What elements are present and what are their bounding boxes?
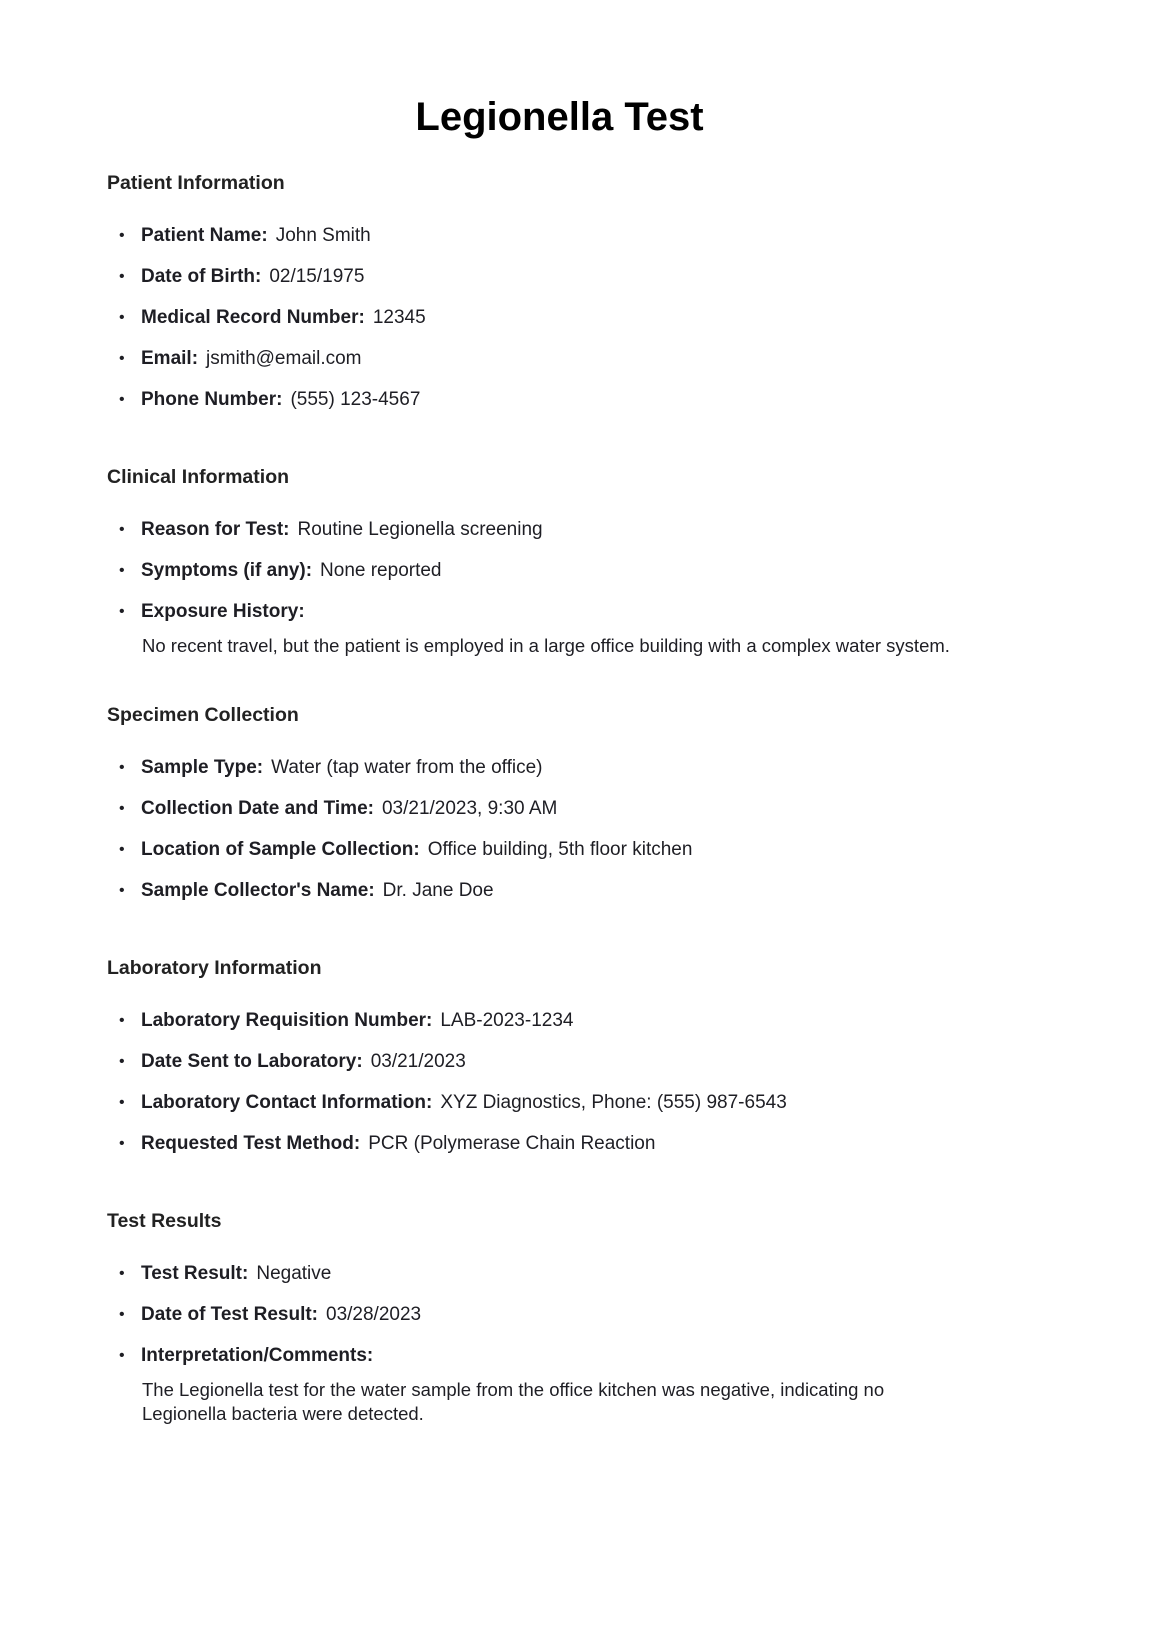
section-heading: Test Results (107, 1210, 222, 1232)
field-item (107, 829, 1117, 870)
section-patient-information (107, 171, 1117, 420)
field-value: 12345 (372, 307, 426, 328)
field-label: Medical Record Number: (141, 307, 365, 328)
field-value: 03/21/2023 (370, 1051, 466, 1072)
field-label: Requested Test Method: (141, 1133, 361, 1154)
field-value: PCR (Polymerase Chain Reaction (368, 1133, 656, 1154)
field-label: Exposure History: (141, 601, 305, 622)
field-list (107, 509, 1117, 632)
section-heading: Patient Information (107, 172, 285, 194)
field-value: LAB-2023-1234 (440, 1010, 574, 1031)
field-item (107, 591, 1117, 632)
field-value: jsmith@email.com (206, 348, 362, 369)
bullet-icon: • (119, 759, 125, 776)
field-value: XYZ Diagnostics, Phone: (555) 987-6543 (440, 1092, 787, 1113)
field-label: Laboratory Requisition Number: (141, 1010, 433, 1031)
field-value: Negative (256, 1263, 332, 1284)
field-value: John Smith (275, 225, 371, 246)
section-heading: Clinical Information (107, 466, 290, 488)
field-paragraph: No recent travel, but the patient is employed in a large office building with a complex water system. (142, 635, 950, 656)
bullet-icon: • (119, 562, 125, 579)
bullet-icon: • (119, 882, 125, 899)
field-label: Laboratory Contact Information: (141, 1092, 433, 1113)
field-label: Date of Test Result: (141, 1304, 319, 1325)
field-label: Email: (141, 348, 199, 369)
section-specimen-collection (107, 703, 1117, 911)
field-value: 03/21/2023, 9:30 AM (381, 798, 558, 819)
bullet-icon: • (119, 1094, 125, 1111)
section-heading: Specimen Collection (107, 704, 299, 726)
field-value: 02/15/1975 (269, 266, 365, 287)
field-item (107, 1082, 1117, 1123)
bullet-icon: • (119, 841, 125, 858)
field-item (107, 256, 1117, 297)
bullet-icon: • (119, 1347, 125, 1364)
field-list (107, 1253, 1117, 1376)
field-value: Water (tap water from the office) (271, 757, 543, 778)
field-label: Collection Date and Time: (141, 798, 374, 819)
bullet-icon: • (119, 309, 125, 326)
bullet-icon: • (119, 391, 125, 408)
field-item (107, 788, 1117, 829)
field-label: Date of Birth: (141, 266, 262, 287)
bullet-icon: • (119, 1306, 125, 1323)
field-list (107, 215, 1117, 420)
field-label: Patient Name: (141, 225, 268, 246)
bullet-icon: • (119, 521, 125, 538)
field-list (107, 747, 1117, 911)
field-label: Reason for Test: (141, 519, 290, 540)
field-item (107, 297, 1117, 338)
bullet-icon: • (119, 227, 125, 244)
bullet-icon: • (119, 268, 125, 285)
field-paragraph: The Legionella test for the water sample from the office kitchen was negative, indicating no Legionella bacteria were detected. (142, 1379, 885, 1424)
field-list (107, 1000, 1117, 1164)
field-item (107, 215, 1117, 256)
section-heading: Laboratory Information (107, 957, 322, 979)
field-label: Sample Collector's Name: (141, 880, 375, 901)
bullet-icon: • (119, 800, 125, 817)
field-item (107, 1000, 1117, 1041)
field-item (107, 379, 1117, 420)
bullet-icon: • (119, 350, 125, 367)
field-item (107, 747, 1117, 788)
field-label: Phone Number: (141, 389, 283, 410)
field-item (107, 1123, 1117, 1164)
field-item (107, 509, 1117, 550)
sections (107, 171, 1117, 1426)
field-value: Office building, 5th floor kitchen (427, 839, 693, 860)
field-item (107, 550, 1117, 591)
field-value: None reported (320, 560, 442, 581)
section-laboratory-information (107, 956, 1117, 1164)
field-item (107, 338, 1117, 379)
document-title: Legionella Test (415, 95, 704, 139)
field-value: Routine Legionella screening (297, 519, 543, 540)
field-label: Test Result: (141, 1263, 249, 1284)
field-label: Symptoms (if any): (141, 560, 313, 581)
field-value: (555) 123-4567 (290, 389, 421, 410)
field-value: Dr. Jane Doe (382, 880, 494, 901)
field-item (107, 1335, 1117, 1376)
field-label: Sample Type: (141, 757, 264, 778)
field-label: Date Sent to Laboratory: (141, 1051, 363, 1072)
bullet-icon: • (119, 1053, 125, 1070)
section-clinical-information (107, 465, 1117, 658)
field-item (107, 1294, 1117, 1335)
bullet-icon: • (119, 1012, 125, 1029)
field-item (107, 1041, 1117, 1082)
field-value: 03/28/2023 (326, 1304, 422, 1325)
bullet-icon: • (119, 1265, 125, 1282)
field-label: Interpretation/Comments: (141, 1345, 374, 1366)
bullet-icon: • (119, 1135, 125, 1152)
section-test-results (107, 1209, 1117, 1426)
bullet-icon: • (119, 603, 125, 620)
field-item (107, 1253, 1117, 1294)
field-label: Location of Sample Collection: (141, 839, 420, 860)
field-item (107, 870, 1117, 911)
